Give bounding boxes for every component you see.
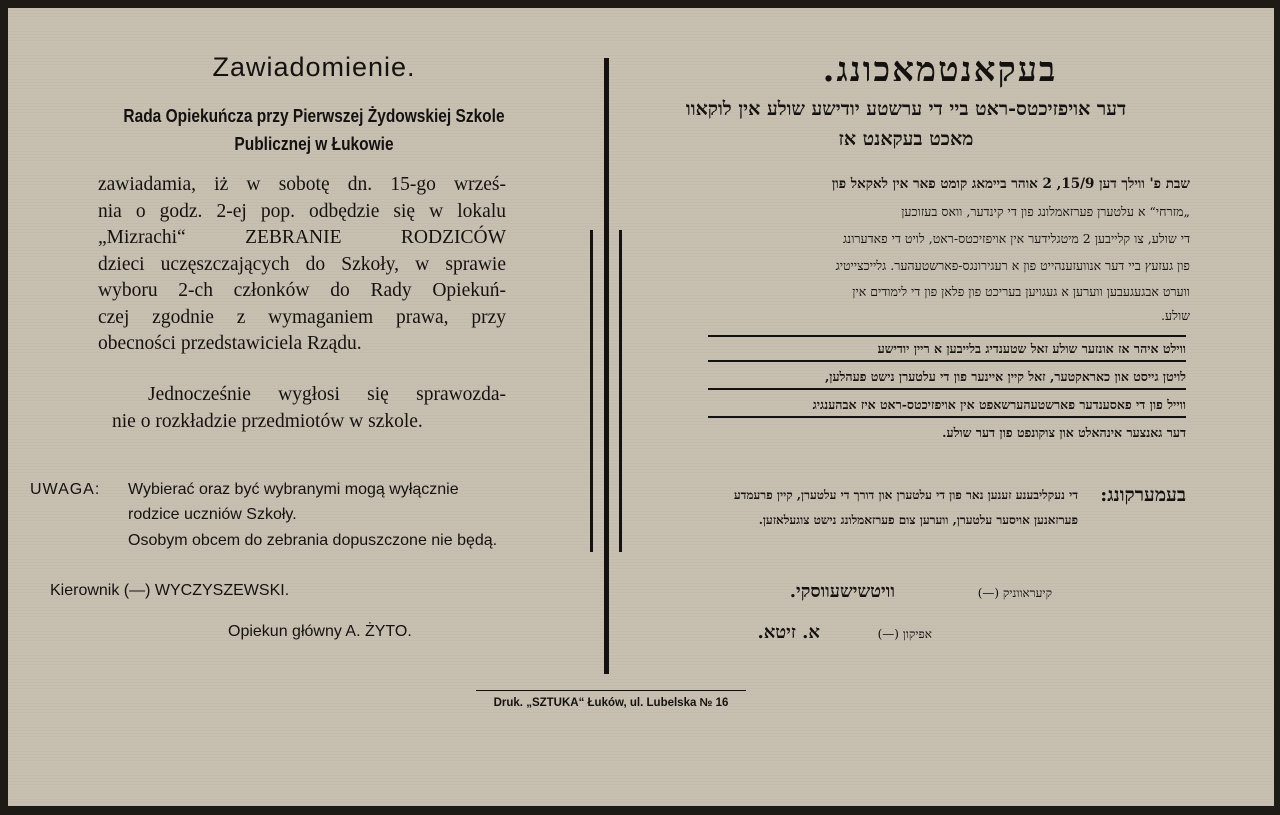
body-line: czej zgodnie z wymaganiem prawa, przy	[98, 306, 506, 328]
uwaga-line-3: Osobym obcem do zebrania dopuszczone nie będą.	[128, 532, 498, 549]
boxed-line: ווילט איהר אז אונזער שולע זאל שטענדיג בלייבען א ריין יודישע	[877, 341, 1186, 356]
report-line: nie o rozkładzie przedmiotów w szkole.	[112, 410, 423, 432]
yiddish-title: בעקאנטמאכונג.	[822, 50, 1058, 90]
body-line: nia o godz. 2-ej pop. odbędzie się w lokalu	[98, 200, 506, 222]
boxed-line: דער גאנצער אינהאלט און צוקונפט פון דער שולע.	[942, 425, 1186, 440]
polish-report	[112, 382, 506, 435]
yiddish-body-line: שולע.	[1161, 308, 1190, 323]
yiddish-body-line: ווערט אבגעגעבען ווערען א געגויען בעריכט פון פלאן פון די לימודים אין	[852, 284, 1190, 299]
yiddish-subtitle-line-2: מאכט בעקאנט אז	[838, 128, 974, 150]
yiddish-body-line: שבת פ' ווילך דען 15/9, 2 אוהר ביימאג קומט פאר אין לאקאל פון	[831, 176, 1190, 192]
body-line: obecności przedstawiciela Rządu.	[98, 333, 362, 354]
body-line: zawiadamia, iż w sobotę dn. 15-go wrześ-	[98, 174, 506, 195]
box-rule	[708, 388, 1186, 390]
report-line: Jednocześnie wygłosi się sprawozda-	[148, 384, 506, 405]
boxed-line: לויטן גייסט און כאראקטער, זאל קיין איינער פון די עלטערן נישט פעהלען,	[824, 369, 1186, 384]
printer-imprint: Druk. „SZTUKA“ Łuków, ul. Lubelska № 16	[493, 697, 729, 709]
yiddish-note-line-2: פערזאנען אויסער עלטערן, ווערען צום פערזאמלונג נישט צוגעלאזען.	[758, 513, 1078, 527]
body-line: wyboru 2-ch członków do Rady Opiekuń-	[98, 280, 506, 301]
yiddish-boxed-appeal	[708, 335, 1186, 450]
yiddish-body-line: „מזרחי“ א עלטערן פערזאמלונג פון די קינדער, וואס בעזוכען	[901, 204, 1190, 219]
center-divider-accent-right	[619, 230, 622, 552]
center-divider-accent-left	[590, 230, 593, 552]
yiddish-note-line-1: די נעקליבענע זענען נאר פון די עלטערן און דורך די עלטערן, קיין פרעמדע	[733, 488, 1078, 502]
yiddish-note-label: בעמערקונג:	[1100, 484, 1186, 506]
imprint-rule	[476, 690, 746, 691]
yiddish-signature-1-name: וויטשישעווסקי.	[789, 581, 895, 602]
signature-opiekun: Opiekun główny A. ŻYTO.	[228, 623, 412, 640]
polish-body	[98, 172, 506, 358]
uwaga-label: UWAGA:	[30, 481, 101, 498]
yiddish-signature-2-name: א. זיטא.	[757, 622, 820, 643]
body-line: dzieci uczęszczających do Szkoły, w sprawie	[98, 253, 506, 275]
box-rule	[708, 416, 1186, 418]
body-line: „Mizrachi“ ZEBRANIE RODZICÓW	[98, 227, 506, 248]
yiddish-body-line: די שולע, צו קלייבען 2 מיטגלידער אין אויפזיכטס-ראט, לויט די פאדערונג	[843, 231, 1190, 246]
yiddish-signature-2-role: אפיקון (—)	[877, 627, 932, 641]
uwaga-line-1: Wybierać oraz być wybranymi mogą wyłącznie	[128, 481, 459, 498]
yiddish-signature-1-role: קיעראווניק (—)	[977, 586, 1052, 600]
center-divider	[604, 58, 609, 674]
polish-council-heading	[56, 102, 572, 158]
yiddish-subtitle-line-1: דער אויפזיכטס-ראט ביי די ערשטע יודישע שולע אין לוקאוו	[685, 98, 1127, 120]
signature-kierownik: Kierownik (—) WYCZYSZEWSKI.	[50, 582, 290, 599]
council-line-1: Rada Opiekuńcza przy Pierwszej Żydowskiej Szkole	[123, 106, 505, 126]
box-rule	[708, 335, 1186, 337]
boxed-line: ווייל פון די פאסענדער פארשטעהערשאפט אין אויפזיכטס-ראט איז אבהענגיג	[812, 397, 1186, 412]
council-line-2: Publicznej w Łukowie	[234, 134, 394, 154]
box-rule	[708, 360, 1186, 362]
yiddish-body-line: פון געזעץ ביי דער אנוועזענהייט פון א רעגירונגס-פארשטעהער. גלייכצייטיג	[835, 258, 1190, 273]
uwaga-line-2: rodzice uczniów Szkoły.	[128, 506, 297, 523]
polish-title: Zawiadomienie.	[212, 52, 416, 82]
